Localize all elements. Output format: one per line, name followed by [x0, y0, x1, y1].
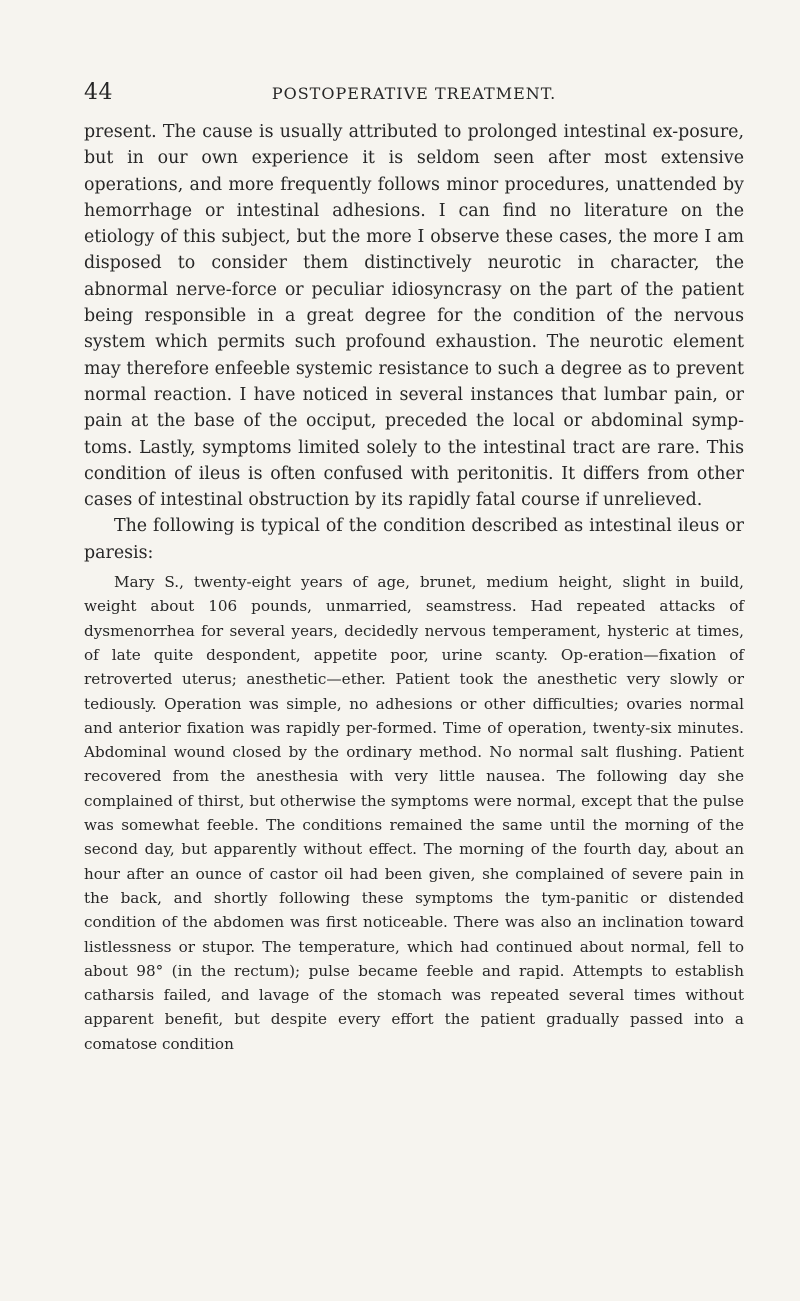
paragraph-1: present. The cause is usually attributed to prolonged intestinal ex-posure, but in our own experience it is seldom seen after most extensive operations, and more frequently follows minor procedures, unattended by hemorrhage or intestinal adhesions. I can find no literature on the etiology of this subject, but the more I observe these cases, the more I am disposed to consider them distinctively neurotic in character, the abnormal nerve-force or peculiar idiosyncrasy on the part of the patient being responsible in a great degree for the condition of the nervous system which permits such profound exhaustion. The neurotic element may therefore enfeeble systemic resistance to such a degree as to prevent normal reaction. I have noticed in several instances that lumbar pain, or pain at the base of the occiput, preceded the local or abdominal symp-toms. Lastly, symptoms limited solely to the intestinal tract are rare. This condition of ileus is often confused with peritonitis. It differs from other cases of intestinal obstruction by its rapidly fatal course if unrelieved.	[84, 122, 744, 511]
paragraph-2: The following is typical of the condition described as intestinal ileus or paresis:	[84, 516, 744, 563]
body-text	[84, 119, 744, 1056]
running-title: POSTOPERATIVE TREATMENT.	[271, 84, 557, 103]
page-number: 44	[84, 80, 113, 105]
case-report-paragraph: Mary S., twenty-eight years of age, brunet, medium height, slight in build, weight about 106 pounds, unmarried, seamstress. Had repeated attacks of dysmenorrhea for several years, decidedly nervous temperament, hysteric at times, of late quite despondent, appetite poor, urine scanty. Op-eration—fixation of retroverted uterus; anesthetic—ether. Patient took the anesthetic very slowly or tediously. Operation was simple, no adhesions or other difficulties; ovaries normal and anterior fixation was rapidly per-formed. Time of operation, twenty-six minutes. Abdominal wound closed by the ordinary method. No normal salt flushing. Patient recovered from the anesthesia with very little nausea. The following day she complained of thirst, but otherwise the symptoms were normal, except that the pulse was somewhat feeble. The conditions remained the same until the morning of the second day, but apparently without effect. The morning of the fourth day, about an hour after an ounce of castor oil had been given, she complained of severe pain in the back, and shortly following these symptoms the tym-panitic or distended condition of the abdomen was first noticeable. There was also an inclination toward listlessness or stupor. The temperature, which had continued about normal, fell to about 98° (in the rectum); pulse became feeble and rapid. Attempts to establish catharsis failed, and lavage of the stomach was repeated several times without apparent benefit, but despite every effort the patient gradually passed into a comatose condition	[84, 573, 744, 1053]
running-head	[84, 80, 744, 110]
